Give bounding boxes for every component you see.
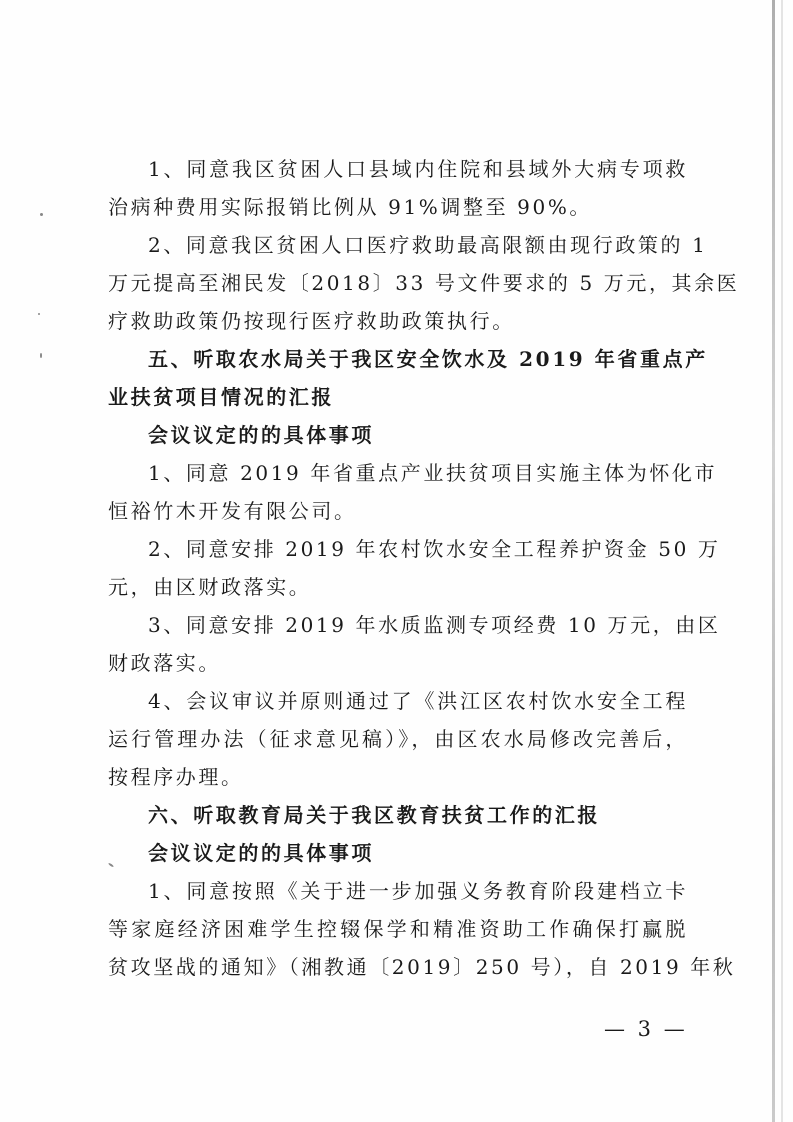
text-line: 1、同意 2019 年省重点产业扶贫项目实施主体为怀化市 bbox=[148, 461, 718, 485]
section-heading-line: 五、听取农水局关于我区安全饮水及 2019 年省重点产 bbox=[148, 347, 708, 371]
text-line: 等家庭经济困难学生控辍保学和精准资助工作确保打赢脱 bbox=[108, 917, 688, 941]
text-line: 1、同意我区贫困人口县域内住院和县域外大病专项救 bbox=[148, 157, 688, 181]
scan-speck bbox=[40, 213, 43, 216]
text-line: 贫攻坚战的通知》（湘教通〔2019〕250 号），自 2019 年秋 bbox=[108, 955, 736, 979]
document-body bbox=[108, 150, 740, 986]
section-heading-line: 六、听取教育局关于我区教育扶贫工作的汇报 bbox=[148, 803, 600, 827]
text-line: 3、同意安排 2019 年水质监测专项经费 10 万元，由区 bbox=[148, 613, 721, 637]
text-line: 运行管理办法（征求意见稿）》，由区农水局修改完善后， bbox=[108, 727, 688, 751]
text-line: 2、同意我区贫困人口医疗救助最高限额由现行政策的 1 bbox=[148, 233, 708, 257]
text-line: 元，由区财政落实。 bbox=[108, 575, 312, 599]
text-line: 财政落实。 bbox=[108, 651, 221, 675]
subheading-line: 会议议定的的具体事项 bbox=[148, 841, 374, 865]
text-line: 治病种费用实际报销比例从 91%调整至 90%。 bbox=[108, 195, 593, 219]
text-line: 恒裕竹木开发有限公司。 bbox=[108, 499, 357, 523]
scan-speck bbox=[38, 313, 40, 315]
text-line: 2、同意安排 2019 年农村饮水安全工程养护资金 50 万 bbox=[148, 537, 721, 561]
page-number: — 3 — bbox=[604, 1017, 688, 1041]
text-line: 按程序办理。 bbox=[108, 765, 244, 789]
scan-edge-shadow bbox=[772, 0, 775, 1122]
text-line: 疗救助政策仍按现行医疗救助政策执行。 bbox=[108, 309, 515, 333]
text-line: 4、会议审议并原则通过了《洪江区农村饮水安全工程 bbox=[148, 689, 688, 713]
scan-speck bbox=[40, 353, 42, 358]
subheading-line: 会议议定的的具体事项 bbox=[148, 423, 374, 447]
scan-edge-line bbox=[781, 0, 783, 1122]
section-heading-line: 业扶贫项目情况的汇报 bbox=[108, 385, 334, 409]
text-line: 万元提高至湘民发〔2018〕33 号文件要求的 5 万元，其余医 bbox=[108, 271, 740, 295]
text-line: 1、同意按照《关于进一步加强义务教育阶段建档立卡 bbox=[148, 879, 688, 903]
